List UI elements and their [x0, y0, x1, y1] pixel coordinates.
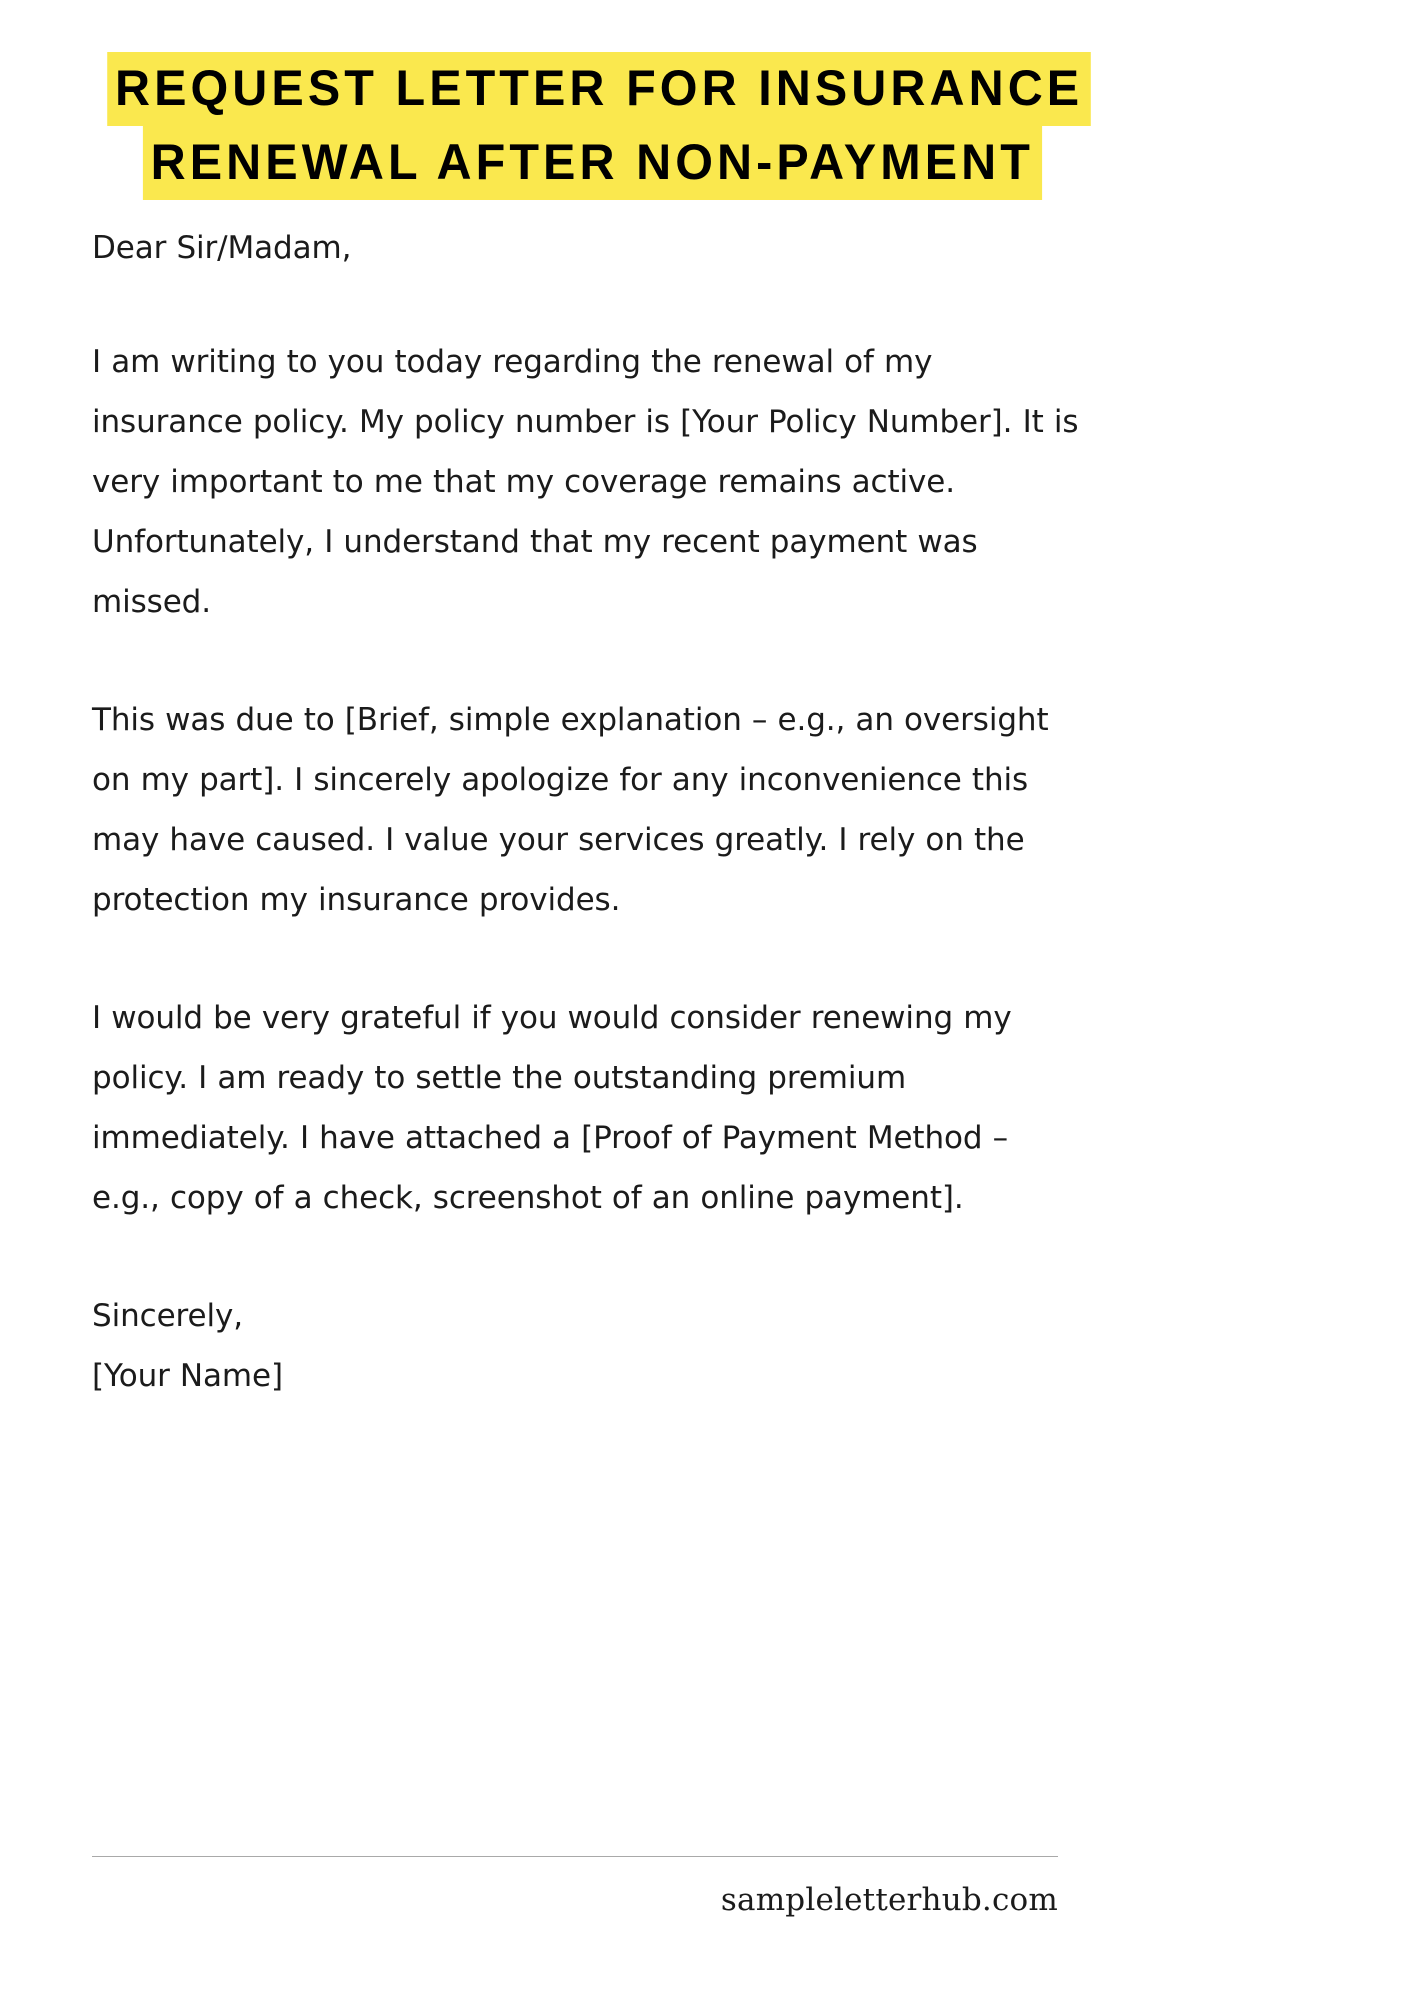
footer-divider — [92, 1856, 1058, 1857]
title-line-2 — [92, 126, 1092, 200]
page-title — [92, 52, 1092, 200]
closing-text: Sincerely, — [92, 1298, 244, 1334]
body-paragraph-1: I am writing to you today regarding the renewal of my insurance policy. My policy number is [Your Policy Number]. It is very important to me that my coverage remains active. Unfortunately, I understand that my recent payment was missed. — [92, 344, 1079, 620]
signature-placeholder: [Your Name] — [92, 1358, 283, 1394]
title-line-1 — [92, 52, 1092, 126]
letter-body — [92, 218, 1082, 1406]
body-paragraph-2: This was due to [Brief, simple explanation – e.g., an oversight on my part]. I sincerely apologize for any inconvenience this may have caused. I value your services greatly. I rely on the protection my insurance provides. — [92, 702, 1049, 918]
footer-website-url: sampleletterhub.com — [720, 1882, 1058, 1918]
salutation: Dear Sir/Madam, — [92, 230, 352, 266]
body-paragraph-3: I would be very grateful if you would consider renewing my policy. I am ready to settle the outstanding premium immediately. I have attached a [Proof of Payment Method – e.g., copy of a check, screenshot of an online payment]. — [92, 1000, 1012, 1216]
closing-block — [92, 1286, 1082, 1406]
title-line-1-text: REQUEST LETTER FOR INSURANCE — [107, 52, 1091, 126]
title-line-2-text: RENEWAL AFTER NON-PAYMENT — [143, 126, 1042, 200]
